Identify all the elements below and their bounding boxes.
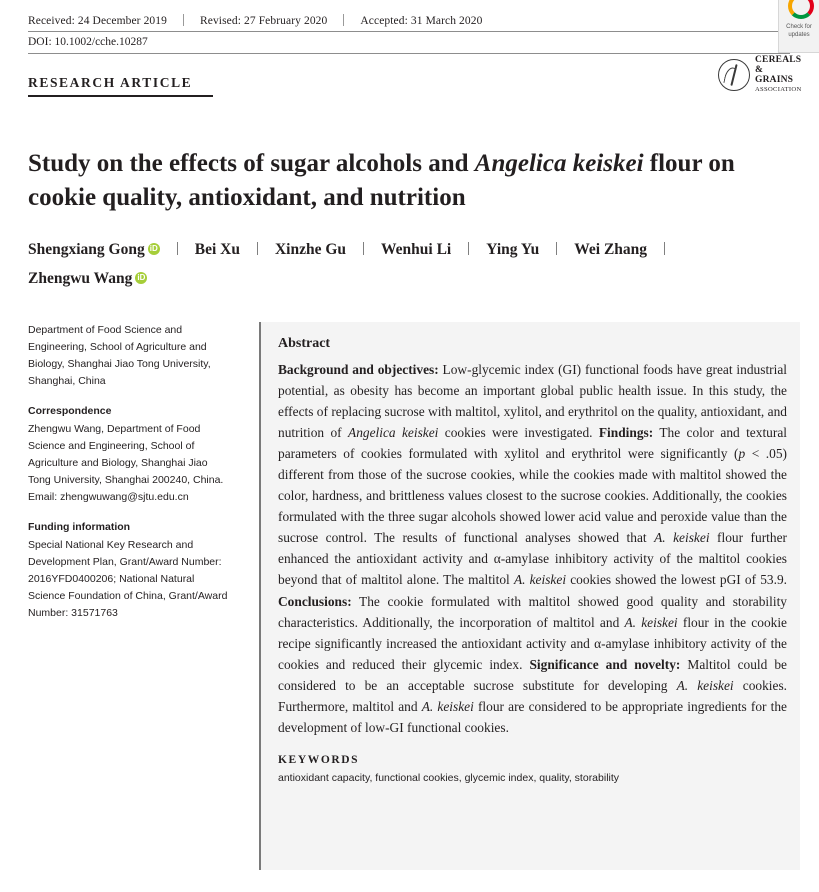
author-divider-4 <box>468 242 469 255</box>
received-value: 24 December 2019 <box>77 15 167 27</box>
title-italic-species: Angelica keiskei <box>474 149 644 177</box>
abstract-significance-text-a: Maltitol could be considered to be an acceptable sucrose substitute for developing <box>278 656 787 693</box>
cereals-grains-logo-icon <box>718 59 750 91</box>
header-rule-doi <box>28 53 790 54</box>
abstract-background-text-2: cookies were investigated. <box>438 425 593 441</box>
author-6-name: Wei Zhang <box>574 241 648 258</box>
correspondence-body[interactable]: Zhengwu Wang, Department of Food Science and Engineering, School of Agriculture and Biology, Shanghai Jiao Tong University, Shanghai 200240, China. Email: zhengwuwang@sjtu.edu.cn <box>28 423 224 503</box>
author-divider-6 <box>664 242 665 255</box>
author-3[interactable] <box>275 241 346 258</box>
abstract-background-text: Low-glycemic index (GI) functional foods have great industrial potential, as obesity has become an important global public health issue. In this study, the effects of replacing sucrose with maltitol, xylitol, and erythritol on the quality, antioxidant, and nutrition of <box>278 362 788 441</box>
author-divider-1 <box>177 242 178 255</box>
abstract-significance-label: Significance and novelty: <box>529 656 681 672</box>
publisher-logo-line1: CEREALS <box>755 55 802 66</box>
author-1[interactable] <box>28 241 160 258</box>
abstract-significance-italic-1: A. keiskei <box>676 677 734 693</box>
author-4-name: Wenhui Li <box>381 241 452 258</box>
title-part-2: flour on cookie quality, antioxidant, and nutrition <box>28 149 735 211</box>
crossmark-line2: updates <box>788 31 810 38</box>
accepted-label: Accepted: <box>360 15 408 27</box>
abstract-conclusions-text-a: The cookie formulated with maltitol showed good quality and storability characteristics. Additionally, the incorporation of maltitol and <box>278 593 787 630</box>
orcid-icon[interactable] <box>148 243 160 255</box>
abstract-findings-italic-1: A. keiskei <box>654 530 710 546</box>
crossmark-icon <box>788 0 814 19</box>
author-5-name: Ying Yu <box>486 241 540 258</box>
abstract-findings-italic-2: A. keiskei <box>513 572 567 588</box>
abstract-heading: Abstract <box>278 336 331 351</box>
history-divider-1 <box>183 14 184 26</box>
article-type-rule <box>28 95 213 97</box>
page-title <box>28 147 788 215</box>
article-type-label: RESEARCH ARTICLE <box>28 75 193 90</box>
title-part-1: Study on the effects of sugar alcohols and <box>28 149 475 177</box>
author-divider-3 <box>363 242 364 255</box>
abstract-significance-text-c: flour are considered to be appropriate ingredients for the development of low-GI functional cookies. <box>278 698 787 735</box>
affiliation-column <box>28 322 233 635</box>
abstract-findings-text-c: flour further enhanced the antioxidant activity and α-amylase inhibitory activity of the maltitol cookies beyond that of maltitol alone. The maltitol <box>278 530 787 588</box>
publisher-logo-line2: & GRAINS <box>755 65 794 86</box>
author-6[interactable] <box>574 241 647 258</box>
author-list <box>28 235 790 294</box>
publisher-logo-line3: ASSOCIATION <box>755 86 802 93</box>
orcid-icon[interactable] <box>135 272 147 284</box>
abstract-significance-italic-2: A. keiskei <box>421 698 474 714</box>
accepted-date <box>360 15 482 27</box>
abstract-conclusions-italic: A. keiskei <box>624 614 678 630</box>
abstract-conclusions-text-b: flour in the cookie recipe significantly increased the antioxidant activity and α-amylase inhibitory activity of the cookies and reduced their glycemic index. <box>278 614 787 672</box>
author-divider-2 <box>257 242 258 255</box>
abstract-findings-p: p <box>738 446 746 462</box>
abstract-panel <box>259 322 800 870</box>
revised-label: Revised: <box>199 15 242 27</box>
received-date <box>28 15 167 27</box>
revised-date <box>200 15 327 27</box>
funding-body: Special National Key Research and Development Plan, Grant/Award Number: 2016YFD0400206; National Natural Science Foundation of China, Grant/Award Number: 31571763 <box>28 539 228 619</box>
author-7-name: Zhengwu Wang <box>28 270 133 288</box>
author-2[interactable] <box>195 241 240 258</box>
author-divider-5 <box>556 242 557 255</box>
abstract-findings-text-b: < .05) different from those of the sucrose cookies, while the cookies made with maltitol showed the color, hardness, and brittleness values closest to the sucrose cookies. Additionally, the cookies formulated with the three sugar alcohols showed lower acid value and peroxide value than the sucrose control. The results of functional analyses showed that <box>278 446 787 546</box>
abstract-background-italic: Angelica keiskei <box>348 425 439 441</box>
author-2-name: Bei Xu <box>194 241 240 258</box>
doi-text[interactable]: DOI: 10.1002/cche.10287 <box>28 36 148 48</box>
received-label: Received: <box>28 15 75 27</box>
keywords-heading: KEYWORDS <box>278 753 360 766</box>
crossmark-badge[interactable] <box>778 0 819 53</box>
abstract-conclusions-label: Conclusions: <box>278 593 352 609</box>
author-1-name: Shengxiang Gong <box>28 241 145 258</box>
correspondence-heading: Correspondence <box>28 405 112 417</box>
author-4[interactable] <box>381 241 451 258</box>
funding-heading: Funding information <box>28 521 131 533</box>
author-7[interactable] <box>28 270 147 287</box>
abstract-findings-text-d: cookies showed the lowest pGI of 53.9. <box>566 572 787 588</box>
abstract-findings-label: Findings: <box>598 425 654 441</box>
accepted-value: 31 March 2020 <box>410 15 483 27</box>
author-3-name: Xinzhe Gu <box>274 241 347 258</box>
header-rule-top <box>28 31 790 32</box>
crossmark-line1: Check for <box>786 24 812 30</box>
abstract-body <box>278 359 787 738</box>
publication-history <box>28 12 790 27</box>
publisher-logo-text <box>755 56 802 94</box>
abstract-background-label: Background and objectives: <box>278 362 439 377</box>
author-5[interactable] <box>486 241 539 258</box>
publisher-logo <box>718 55 802 93</box>
affiliation-address: Department of Food Science and Engineering, School of Agriculture and Biology, Shanghai Jiao Tong University, Shanghai, China <box>28 324 211 387</box>
keywords-list: antioxidant capacity, functional cookies, glycemic index, quality, storability <box>278 771 620 784</box>
history-divider-2 <box>343 14 344 26</box>
crossmark-text <box>779 24 819 39</box>
abstract-significance-text-b: cookies. Furthermore, maltitol and <box>278 677 787 714</box>
abstract-findings-text-a: The color and textural parameters of cookies formulated with xylitol and erythritol were significantly ( <box>278 425 787 462</box>
revised-value: 27 February 2020 <box>244 15 328 27</box>
